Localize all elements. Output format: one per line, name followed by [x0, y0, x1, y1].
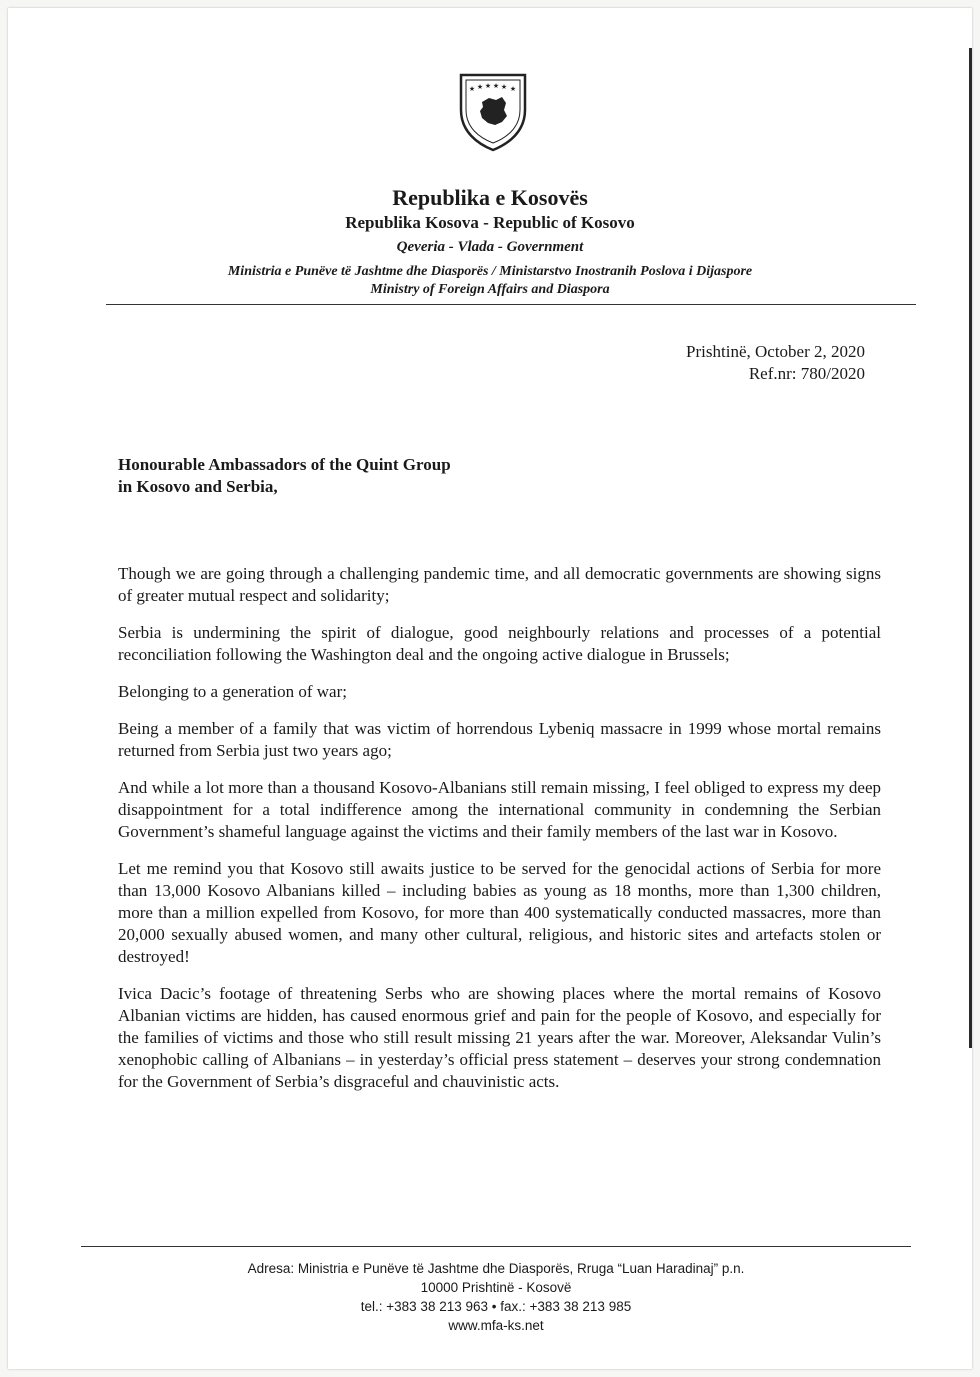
letter-page	[8, 8, 972, 1369]
date-line: Prishtinë, October 2, 2020	[686, 342, 865, 361]
date-block	[686, 341, 865, 385]
addressee-line-2: in Kosovo and Serbia,	[118, 477, 278, 496]
kosovo-coat-of-arms-icon	[458, 72, 528, 152]
header-ministry-english: Ministry of Foreign Affairs and Diaspora	[370, 282, 610, 297]
header-divider	[106, 304, 916, 305]
paragraph: Ivica Dacic’s footage of threatening Serbs who are showing places where the mortal remains of Kosovo Albanian victims are hidden, has caused enormous grief and pain for the people of Kosovo, and especially for the families of victims and those who still result missing 21 years after the war. Moreover, Aleksandar Vulin’s xenophobic calling of Albanians – in yesterday’s official press statement – deserves your strong condemnation for the Government of Serbia’s disgraceful and chauvinistic acts.	[118, 984, 881, 1091]
paragraph: Let me remind you that Kosovo still awaits justice to be served for the genocidal actions of Serbia for more than 13,000 Kosovo Albanians killed – including babies as young as 18 months, more than 1,300 children, more than a million expelled from Kosovo, for more than 400 systematically conducted massacres, more than 20,000 sexually abused women, and many other cultural, religious, and historic sites and artefacts stolen or destroyed!	[118, 859, 881, 966]
svg-text:★: ★	[484, 82, 492, 90]
header-country-multilingual: Republika Kosova - Republic of Kosovo	[345, 213, 635, 232]
letter-body	[118, 563, 881, 1108]
footer	[8, 1259, 972, 1335]
paragraph: Being a member of a family that was victim of horrendous Lybeniq massacre in 1999 whose mortal remains returned from Serbia just two years ago;	[118, 719, 881, 760]
header-government: Qeveria - Vlada - Government	[396, 239, 584, 255]
header-ministry-local: Ministria e Punëve të Jashtme dhe Diasporës / Ministarstvo Inostranih Poslova i Dijaspore	[227, 264, 753, 279]
svg-text:★: ★	[492, 82, 500, 90]
svg-text:★: ★	[468, 85, 476, 93]
footer-phone-fax: tel.: +383 38 213 963 • fax.: +383 38 213 985	[360, 1299, 632, 1314]
paragraph: Though we are going through a challenging pandemic time, and all democratic governments are showing signs of greater mutual respect and solidarity;	[118, 564, 881, 605]
footer-divider	[81, 1246, 911, 1247]
paragraph: And while a lot more than a thousand Kosovo-Albanians still remain missing, I feel obliged to express my deep disappointment for a total indifference among the international community in condemning the Serbian Government’s shameful language against the victims and their family members of the last war in Kosovo.	[118, 778, 881, 841]
footer-city: 10000 Prishtinë - Kosovë	[420, 1280, 572, 1295]
header-country-name: Republika e Kosovës	[392, 185, 588, 210]
paragraph: Belonging to a generation of war;	[118, 682, 347, 701]
reference-number: Ref.nr: 780/2020	[748, 364, 865, 383]
svg-text:★: ★	[476, 83, 484, 91]
addressee	[118, 454, 451, 498]
svg-text:★: ★	[509, 85, 517, 93]
svg-text:★: ★	[500, 83, 508, 91]
footer-website-link[interactable]: www.mfa-ks.net	[448, 1318, 544, 1333]
footer-address: Adresa: Ministria e Punëve të Jashtme dhe Diasporës, Rruga “Luan Haradinaj” p.n.	[247, 1261, 745, 1276]
addressee-line-1: Honourable Ambassadors of the Quint Group	[118, 455, 451, 474]
paragraph: Serbia is undermining the spirit of dialogue, good neighbourly relations and processes of a potential reconciliation following the Washington deal and the ongoing active dialogue in Brussels;	[118, 623, 881, 664]
